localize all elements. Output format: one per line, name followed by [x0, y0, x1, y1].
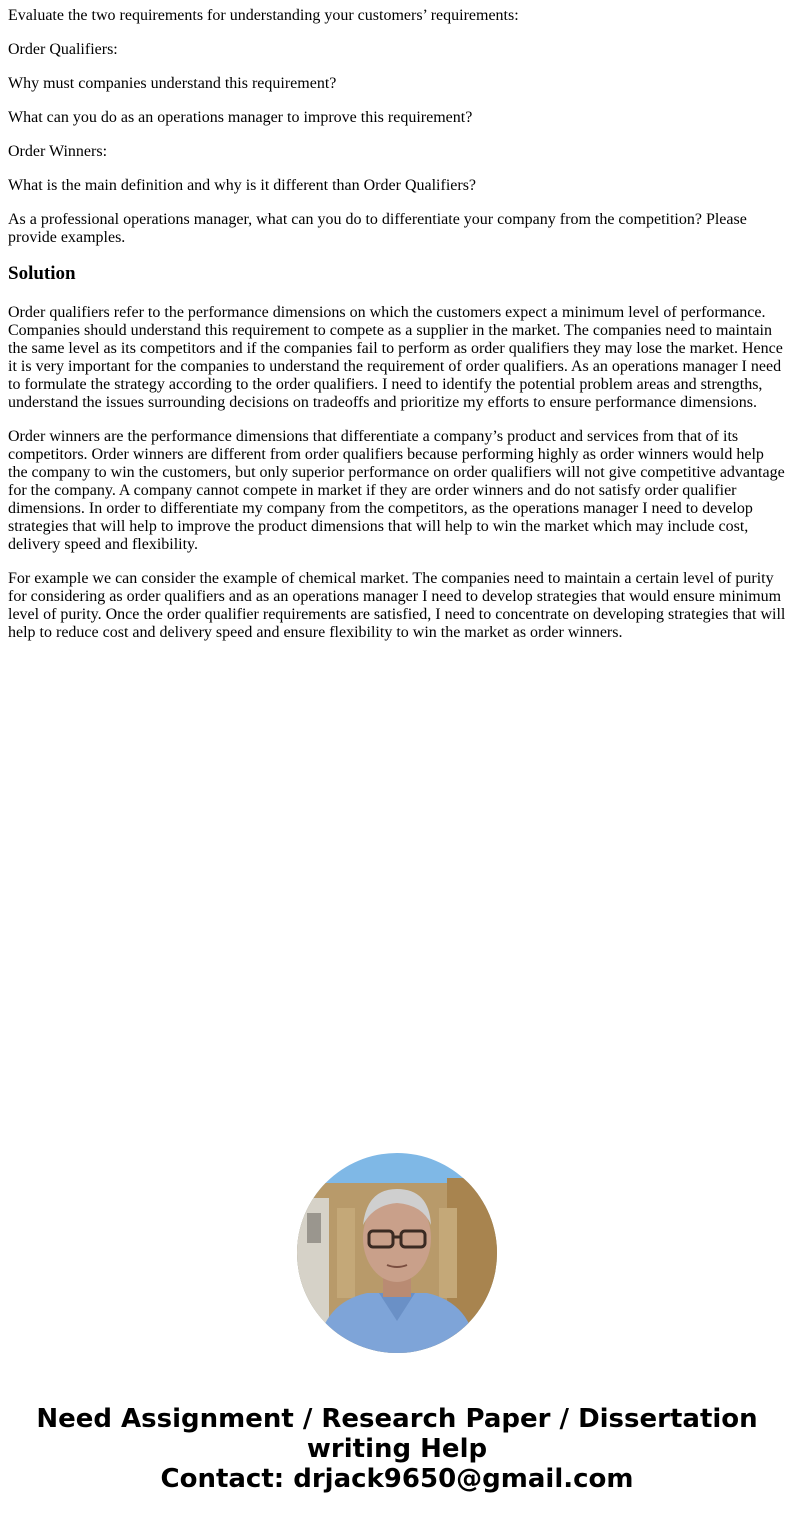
question-intro: Evaluate the two requirements for understanding your customers’ requirements: [8, 7, 519, 24]
solution-body [8, 304, 786, 642]
person-photo-icon [297, 1153, 497, 1353]
question-4: As a professional operations manager, what can you do to differentiate your company from the competition? Please provide examples. [8, 211, 747, 246]
author-avatar [297, 1153, 497, 1353]
promo-line-1: Need Assignment / Research Paper / Dissertation [36, 1404, 758, 1434]
contact-banner [0, 1404, 794, 1494]
promo-line-2: writing Help [306, 1434, 488, 1464]
article [8, 7, 786, 658]
order-winners-heading: Order Winners: [8, 143, 108, 160]
solution-paragraph-3: For example we can consider the example of chemical market. The companies need to maintain a certain level of purity for considering as order qualifiers and as an operations manager I need to develop strategies that would ensure minimum level of purity. Once the order qualifier requirements are satisfied, I need to concentrate on developing strategies that will help to reduce cost and delivery speed and ensure flexibility to win the market as order winners. [8, 570, 786, 641]
promo-contact: Contact: drjack9650@gmail.com [160, 1464, 634, 1494]
solution-paragraph-1: Order qualifiers refer to the performance dimensions on which the customers expect a minimum level of performance. Companies should understand this requirement to compete as a supplier in the market. The companies need to maintain the same level as its competitors and if the companies fail to perform as order qualifiers they may lose the market. Hence it is very important for the companies to understand the requirement of order qualifiers. As an operations manager I need to formulate the strategy according to the order qualifiers. I need to identify the potential problem areas and strengths, understand the issues surrounding decisions on tradeoffs and prioritize my efforts to ensure performance dimensions. [8, 304, 783, 411]
solution-paragraph-2: Order winners are the performance dimensions that differentiate a company’s product and services from that of its competitors. Order winners are different from order qualifiers because performing highly as order winners would help the company to win the customers, but only superior performance on order qualifiers will not give competitive advantage for the company. A company cannot compete in market if they are order winners and do not satisfy order qualifier dimensions. In order to differentiate my company from the competitors, as the operations manager I need to develop strategies that will help to improve the product dimensions that will help to win the market which may include cost, delivery speed and flexibility. [8, 428, 785, 553]
order-qualifiers-heading: Order Qualifiers: [8, 41, 118, 58]
question-3: What is the main definition and why is it different than Order Qualifiers? [8, 177, 477, 194]
question-1: Why must companies understand this requirement? [8, 75, 337, 92]
question-2: What can you do as an operations manager to improve this requirement? [8, 109, 473, 126]
solution-heading: Solution [8, 263, 76, 284]
